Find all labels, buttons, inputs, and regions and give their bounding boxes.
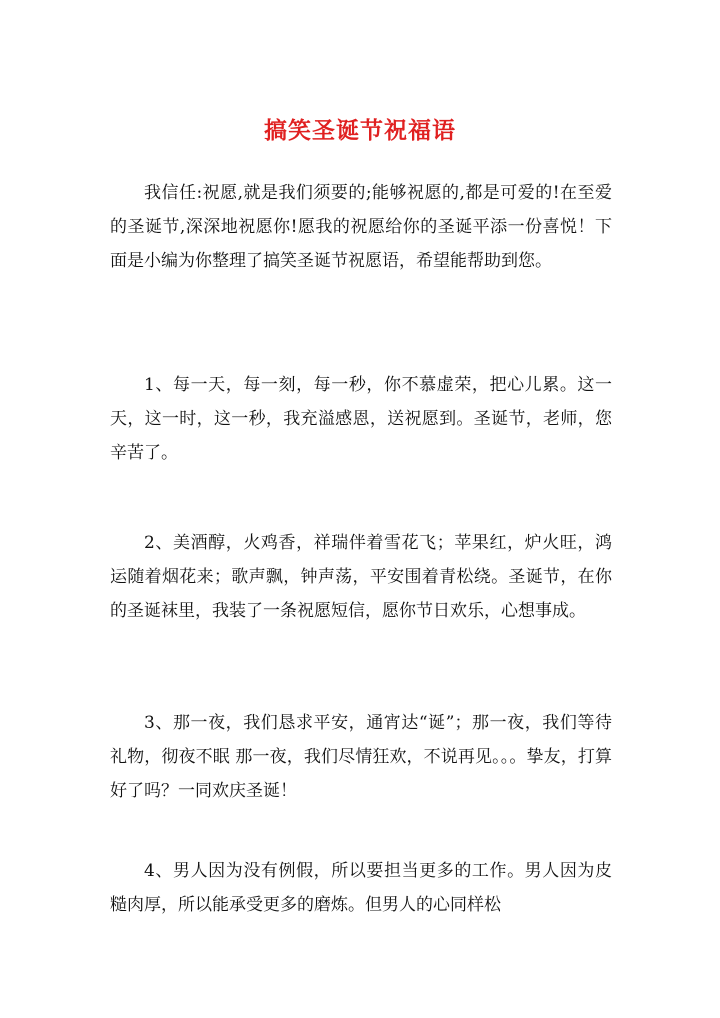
intro-paragraph: 我信任:祝愿,就是我们须要的;能够祝愿的,都是可爱的!在至爱的圣诞节,深深地祝愿你!愿我的祝愿给你的圣诞平添一份喜悦！下面是小编为你整理了搞笑圣诞节祝愿语，希望能帮助到您。 xyxy=(110,183,612,271)
blessing-paragraph-1: 1、每一天，每一刻，每一秒，你不慕虚荣，把心儿累。这一天，这一时，这一秒，我充溢感恩，送祝愿到。圣诞节，老师，您辛苦了。 xyxy=(110,375,612,463)
document-title: 搞笑圣诞节祝福语 xyxy=(264,117,456,144)
blessing-paragraph-4: 4、男人因为没有例假，所以要担当更多的工作。男人因为皮糙肉厚，所以能承受更多的磨炼。但男人的心同样松 xyxy=(110,861,612,915)
blessing-paragraph-3: 3、那一夜，我们恳求平安，通宵达“诞”；那一夜，我们等待礼物，彻夜不眠 那一夜，我们尽情狂欢，不说再见。。。挚友，打算好了吗？一同欢庆圣诞！ xyxy=(110,713,612,801)
blessing-paragraph-2: 2、美酒醇，火鸡香，祥瑞伴着雪花飞；苹果红，炉火旺，鸿运随着烟花来；歌声飘，钟声荡，平安围着青松绕。圣诞节，在你的圣诞袜里，我装了一条祝愿短信，愿你节日欢乐，心想事成。 xyxy=(110,533,612,621)
